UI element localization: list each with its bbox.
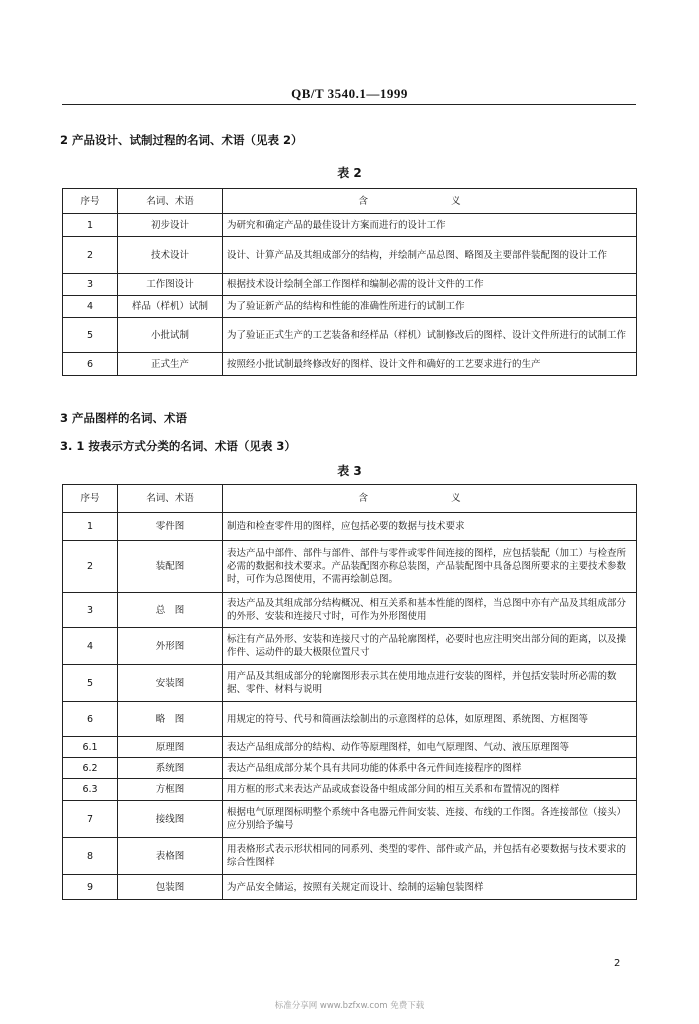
table-row [63,237,637,274]
table-row [63,541,637,593]
row-seq: 6.1 [63,737,118,758]
row-definition: 表达产品及其组成部分结构概况、相互关系和基本性能的图样，当总图中亦有产品及其组成部分的外形、安装和连接尺寸时，可作为外形图使用 [223,593,637,628]
row-term: 方框图 [118,779,223,801]
row-definition: 为产品安全储运，按照有关规定而设计、绘制的运输包装图样 [223,875,637,900]
row-definition: 表达产品组成部分的结构、动作等原理图样，如电气原理图、气动、液压原理图等 [223,737,637,758]
row-seq: 2 [63,541,118,593]
table-row [63,737,637,758]
table-row [63,779,637,801]
row-term: 略 图 [118,702,223,737]
row-seq: 4 [63,628,118,665]
row-definition: 用规定的符号、代号和简画法绘制出的示意图样的总体，如原理图、系统图、方框图等 [223,702,637,737]
row-definition: 用产品及其组成部分的轮廓图形表示其在使用地点进行安装的图样，并包括安装时所必需的数据、零件、材料与说明 [223,665,637,702]
row-definition: 标注有产品外形、安装和连接尺寸的产品轮廓图样，必要时也应注明突出部分间的距离，以及操作件、运动件的最大极限位置尺寸 [223,628,637,665]
row-term: 总 图 [118,593,223,628]
row-seq: 8 [63,838,118,875]
table-row [63,801,637,838]
table-2-header-seq: 序号 [63,189,118,214]
row-definition: 为研究和确定产品的最佳设计方案而进行的设计工作 [223,214,637,237]
section-3-1-heading: 3. 1 按表示方式分类的名词、术语（见表 3） [60,439,296,453]
row-definition: 表达产品组成部分某个具有共同功能的体系中各元件间连接程序的图样 [223,758,637,779]
table-row [63,214,637,237]
row-seq: 7 [63,801,118,838]
table-row [63,513,637,541]
row-seq: 1 [63,513,118,541]
row-definition: 设计、计算产品及其组成部分的结构，并绘制产品总图、略图及主要部件装配图的设计工作 [223,237,637,274]
row-term: 零件图 [118,513,223,541]
table-row [63,758,637,779]
row-seq: 6 [63,353,118,376]
row-term: 小批试制 [118,318,223,353]
row-term: 装配图 [118,541,223,593]
footer-watermark: 标准分享网 www.bzfxw.com 免费下载 [274,1001,425,1011]
row-term: 样品（样机）试制 [118,296,223,318]
row-term: 初步设计 [118,214,223,237]
row-seq: 2 [63,237,118,274]
table-3-header-name: 名词、术语 [118,485,223,513]
row-seq: 4 [63,296,118,318]
table-3-header-seq: 序号 [63,485,118,513]
section-2-heading: 2 产品设计、试制过程的名词、术语（见表 2） [60,133,303,147]
row-seq: 6 [63,702,118,737]
table-row [63,875,637,900]
row-definition: 表达产品中部件、部件与部件、部件与零件或零件间连接的图样，应包括装配（加工）与检查所必需的数据和技术要求。产品装配图亦称总装图，产品装配图中具备总图所要求的主要技术参数时，可作为总图使用，不需再绘制总图。 [223,541,637,593]
row-term: 安装图 [118,665,223,702]
table-row [63,274,637,296]
row-term: 技术设计 [118,237,223,274]
row-definition: 制造和检查零件用的图样，应包括必要的数据与技术要求 [223,513,637,541]
row-term: 外形图 [118,628,223,665]
row-term: 包装图 [118,875,223,900]
row-term: 表格图 [118,838,223,875]
page-number: 2 [614,958,621,969]
table-row [63,318,637,353]
table-2-header-def: 含 义 [223,189,637,214]
row-seq: 5 [63,318,118,353]
table-row [63,702,637,737]
header-rule [62,104,636,105]
table-3-caption: 表 3 [337,464,362,478]
row-seq: 6.3 [63,779,118,801]
row-seq: 6.2 [63,758,118,779]
table-3-header-def: 含 义 [223,485,637,513]
table-row [63,296,637,318]
row-seq: 9 [63,875,118,900]
row-seq: 3 [63,593,118,628]
table-2 [62,188,637,376]
table-row [63,665,637,702]
row-definition: 按照经小批试制最终修改好的图样、设计文件和确好的工艺要求进行的生产 [223,353,637,376]
table-row [63,838,637,875]
row-term: 原理图 [118,737,223,758]
row-definition: 根据技术设计绘制全部工作图样和编制必需的设计文件的工作 [223,274,637,296]
table-row [63,353,637,376]
row-term: 正式生产 [118,353,223,376]
row-term: 工作图设计 [118,274,223,296]
table-2-caption: 表 2 [337,166,362,180]
standard-number: QB/T 3540.1—1999 [291,86,408,101]
table-row [63,628,637,665]
table-2-header-name: 名词、术语 [118,189,223,214]
row-seq: 3 [63,274,118,296]
row-definition: 为了验证正式生产的工艺装备和经样品（样机）试制修改后的图样、设计文件所进行的试制工作 [223,318,637,353]
section-3-heading: 3 产品图样的名词、术语 [60,411,188,425]
row-definition: 用方框的形式来表达产品或成套设备中组成部分间的相互关系和布置情况的图样 [223,779,637,801]
row-definition: 为了验证新产品的结构和性能的准确性所进行的试制工作 [223,296,637,318]
table-3 [62,484,637,900]
row-term: 接线图 [118,801,223,838]
row-term: 系统图 [118,758,223,779]
row-seq: 5 [63,665,118,702]
row-definition: 根据电气原理图标明整个系统中各电器元件间安装、连接、布线的工作图。各连接部位（接头）应分别给予编号 [223,801,637,838]
row-seq: 1 [63,214,118,237]
row-definition: 用表格形式表示形状相同的同系列、类型的零件、部件或产品，并包括有必要数据与技术要求的综合性图样 [223,838,637,875]
table-row [63,593,637,628]
